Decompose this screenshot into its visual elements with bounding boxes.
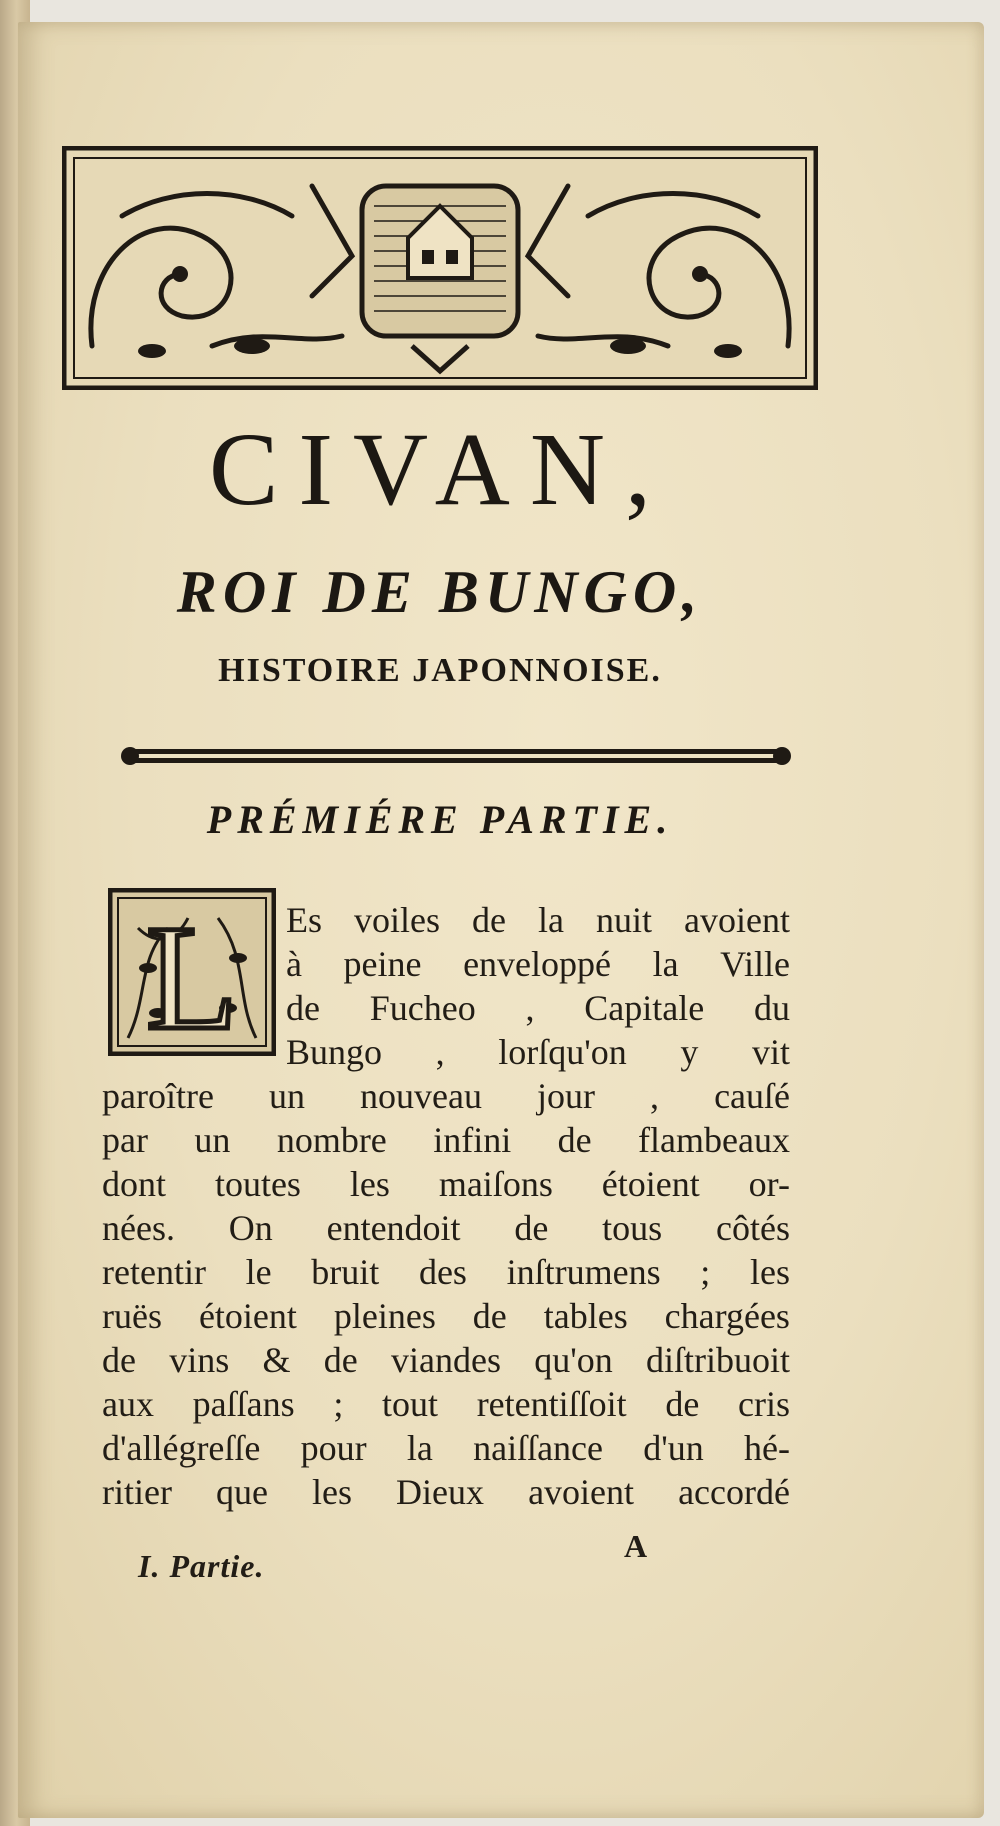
body-line bbox=[102, 1250, 790, 1294]
body-word: d'un bbox=[643, 1428, 704, 1468]
body-word: pleines bbox=[333, 1296, 436, 1336]
body-word: maiſons bbox=[438, 1164, 553, 1204]
body-word: Fucheo bbox=[369, 988, 476, 1028]
body-word: ; bbox=[700, 1252, 711, 1292]
body-word: la bbox=[652, 944, 679, 984]
body-word: accordé bbox=[678, 1472, 790, 1512]
ornamental-headpiece-icon bbox=[62, 146, 818, 390]
body-word: , bbox=[435, 1032, 445, 1072]
body-word: naiſſance bbox=[473, 1428, 604, 1468]
body-word: de bbox=[472, 900, 506, 940]
body-word: les bbox=[312, 1472, 353, 1512]
body-word: avoient bbox=[683, 900, 790, 940]
body-word: de bbox=[102, 1340, 136, 1380]
body-word: retentiſſoit bbox=[476, 1384, 627, 1424]
body-word: paroître bbox=[102, 1076, 214, 1116]
signature-mark: I. Partie. bbox=[138, 1548, 265, 1584]
body-word: flambeaux bbox=[638, 1120, 790, 1160]
book-subtitle: ROI DE BUNGO, bbox=[176, 559, 704, 625]
body-word: un bbox=[194, 1120, 231, 1160]
body-line bbox=[286, 942, 790, 986]
body-word: des bbox=[418, 1252, 467, 1292]
body-word: la bbox=[537, 900, 564, 940]
body-word: les bbox=[349, 1164, 390, 1204]
body-word: tables bbox=[543, 1296, 628, 1336]
book-title: CIVAN, bbox=[209, 412, 671, 527]
body-word: Dieux bbox=[396, 1472, 485, 1512]
body-word: entendoit bbox=[326, 1208, 461, 1248]
body-word: qu'on bbox=[534, 1340, 613, 1380]
body-word: de bbox=[514, 1208, 549, 1248]
body-word: côtés bbox=[716, 1208, 790, 1248]
body-word: On bbox=[228, 1208, 273, 1248]
body-word: cauſé bbox=[714, 1076, 790, 1116]
body-line bbox=[102, 1206, 790, 1250]
body-word: tout bbox=[382, 1384, 439, 1424]
body-word: y bbox=[680, 1032, 699, 1072]
body-line bbox=[102, 1074, 790, 1118]
body-line bbox=[102, 1382, 790, 1426]
body-word: nées. bbox=[102, 1208, 175, 1248]
body-word: nuit bbox=[595, 900, 652, 940]
body-word: de bbox=[323, 1340, 358, 1380]
body-word: ritier bbox=[102, 1472, 172, 1512]
body-word: infini bbox=[433, 1120, 512, 1160]
body-word: avoient bbox=[528, 1472, 635, 1512]
body-word: , bbox=[525, 988, 535, 1028]
body-word: lorſqu'on bbox=[498, 1032, 627, 1072]
dropcap-letter: L bbox=[146, 895, 238, 1056]
body-word: vit bbox=[751, 1032, 790, 1072]
body-word: ruës bbox=[102, 1296, 162, 1336]
body-word: voiles bbox=[354, 900, 440, 940]
body-word: nombre bbox=[276, 1120, 387, 1160]
body-word: les bbox=[749, 1252, 790, 1292]
body-word: le bbox=[245, 1252, 272, 1292]
body-word: enveloppé bbox=[463, 944, 612, 984]
body-word: d'allégreſſe bbox=[102, 1428, 261, 1468]
body-word: jour bbox=[537, 1076, 595, 1116]
part-heading: PRÉMIÉRE PARTIE. bbox=[206, 797, 674, 842]
body-word: étoient bbox=[198, 1296, 297, 1336]
body-word: Capitale bbox=[584, 988, 705, 1028]
body-line bbox=[286, 986, 790, 1030]
body-word: étoient bbox=[601, 1164, 700, 1204]
body-word: toutes bbox=[214, 1164, 301, 1204]
body-word: par bbox=[102, 1120, 148, 1160]
body-word: chargées bbox=[664, 1296, 790, 1336]
body-word: Es bbox=[286, 900, 322, 940]
body-line bbox=[102, 1294, 790, 1338]
body-line bbox=[286, 1030, 790, 1074]
body-line bbox=[102, 1118, 790, 1162]
body-line bbox=[102, 1470, 790, 1514]
body-line bbox=[102, 1338, 790, 1382]
body-word: aux bbox=[102, 1384, 154, 1424]
body-word: nouveau bbox=[360, 1076, 482, 1116]
body-word: peine bbox=[343, 944, 422, 984]
body-word: un bbox=[268, 1076, 305, 1116]
body-word: retentir bbox=[102, 1252, 206, 1292]
body-word: inſtrumens bbox=[506, 1252, 661, 1292]
body-word: du bbox=[753, 988, 790, 1028]
body-word: Ville bbox=[720, 944, 790, 984]
body-line bbox=[286, 898, 790, 942]
body-word: à bbox=[286, 944, 302, 984]
body-word: pour bbox=[300, 1428, 367, 1468]
body-word: vins bbox=[169, 1340, 230, 1380]
body-word: ; bbox=[333, 1384, 344, 1424]
body-word: hé- bbox=[743, 1428, 790, 1468]
body-word: de bbox=[665, 1384, 700, 1424]
body-word: bruit bbox=[311, 1252, 380, 1292]
body-word: , bbox=[650, 1076, 660, 1116]
body-line bbox=[102, 1426, 790, 1470]
body-word: que bbox=[216, 1472, 268, 1512]
body-word: tous bbox=[602, 1208, 663, 1248]
body-word: de bbox=[286, 988, 320, 1028]
body-word: paſſans bbox=[192, 1384, 295, 1424]
body-word: Bungo bbox=[286, 1032, 383, 1072]
body-word: diſtribuoit bbox=[645, 1340, 790, 1380]
book-genre: HISTOIRE JAPONNOISE. bbox=[218, 652, 662, 689]
body-word: de bbox=[557, 1120, 592, 1160]
body-line bbox=[102, 1162, 790, 1206]
body-word: viandes bbox=[391, 1340, 501, 1380]
body-word: de bbox=[472, 1296, 507, 1336]
body-word: or- bbox=[748, 1164, 790, 1204]
dropcap-foliage-icon bbox=[108, 888, 276, 1056]
decorative-rule bbox=[120, 740, 792, 772]
body-word: & bbox=[262, 1340, 291, 1380]
body-word: la bbox=[406, 1428, 433, 1468]
body-word: dont bbox=[102, 1164, 167, 1204]
gathering-mark: A bbox=[624, 1528, 648, 1564]
body-word: cris bbox=[737, 1384, 790, 1424]
